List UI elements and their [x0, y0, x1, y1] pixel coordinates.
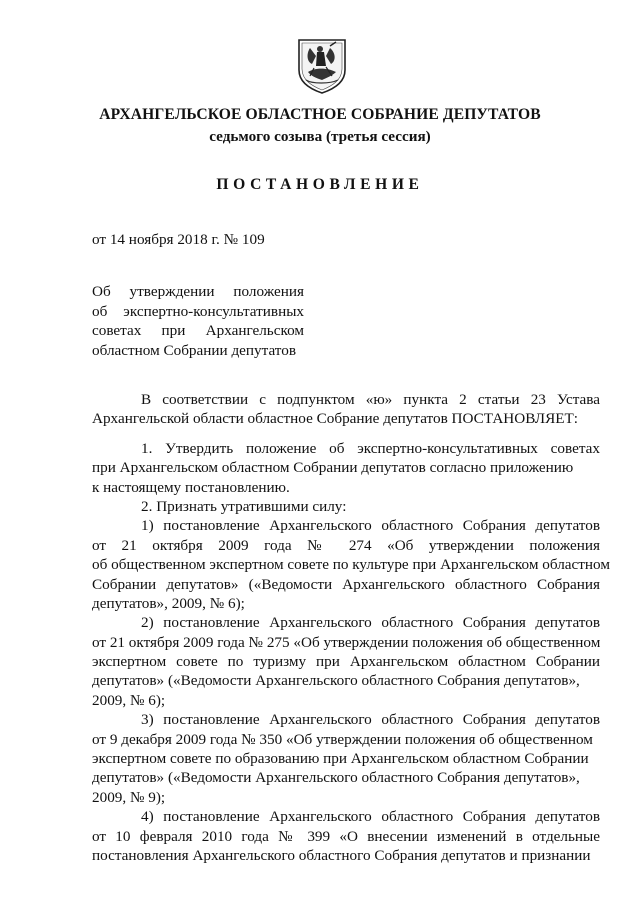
subject-line: об экспертно-консультативных: [92, 302, 304, 320]
body-line: 1. Утвердить положение об экспертно-консультативных советах: [141, 439, 600, 457]
body-line: экспертном совете по туризму при Архангельском областном Собрании: [92, 653, 600, 671]
document-date-number: от 14 ноября 2018 г. № 109: [92, 231, 265, 248]
body-line: Архангельской области областное Собрание депутатов ПОСТАНОВЛЯЕТ:: [92, 410, 578, 428]
subject-line: Об утверждении положения: [92, 283, 304, 300]
body-line: экспертном совете по образованию при Архангельском областном Собрании: [92, 750, 589, 768]
body-line: депутатов» («Ведомости Архангельского областного Собрания депутатов»,: [92, 769, 580, 787]
body-line: об общественном экспертном совете по культуре при Архангельском областном: [92, 556, 610, 574]
subject-line: советах при Архангельском: [92, 322, 304, 340]
body-line: 2) постановление Архангельского областного Собрания депутатов: [141, 614, 600, 632]
body-line: 1) постановление Архангельского областного Собрания депутатов: [141, 517, 600, 535]
body-line: от 9 декабря 2009 года № 350 «Об утверждении положения об общественном: [92, 730, 593, 748]
document-body: [92, 390, 610, 865]
body-line: Собрании депутатов» («Ведомости Архангельского областного Собрания: [92, 575, 600, 593]
body-line: от 21 октября 2009 года № 275 «Об утверждении положения об общественном: [92, 633, 601, 651]
convocation-subtitle: седьмого созыва (третья сессия): [209, 128, 431, 145]
body-line: 2009, № 6);: [92, 691, 166, 709]
body-line: депутатов», 2009, № 6);: [92, 594, 245, 612]
body-line: постановления Архангельского областного Собрания депутатов и признании: [92, 846, 591, 864]
body-line: 4) постановление Архангельского областного Собрания депутатов: [141, 808, 600, 826]
body-line: 2009, № 9);: [92, 788, 166, 806]
document-subject: [92, 282, 304, 360]
body-line: 3) постановление Архангельского областного Собрания депутатов: [141, 711, 600, 729]
body-line: В соответствии с подпунктом «ю» пункта 2 статьи 23 Устава: [141, 391, 600, 408]
body-line: при Архангельском областном Собрании депутатов согласно приложению: [92, 459, 574, 477]
coat-of-arms-emblem-icon: [296, 36, 348, 94]
body-line: от 10 февраля 2010 года № 399 «О внесении изменений в отдельные: [92, 827, 600, 845]
body-line: депутатов» («Ведомости Архангельского областного Собрания депутатов»,: [92, 672, 580, 690]
body-line: от 21 октября 2009 года № 274 «Об утверждении положения: [92, 536, 600, 554]
subject-line: областном Собрании депутатов: [92, 341, 297, 359]
organization-title: АРХАНГЕЛЬСКОЕ ОБЛАСТНОЕ СОБРАНИЕ ДЕПУТАТОВ: [99, 106, 541, 123]
body-line: к настоящему постановлению.: [92, 478, 290, 496]
document-type-title: ПОСТАНОВЛЕНИЕ: [216, 176, 424, 193]
body-line: 2. Признать утратившими силу:: [141, 497, 347, 515]
